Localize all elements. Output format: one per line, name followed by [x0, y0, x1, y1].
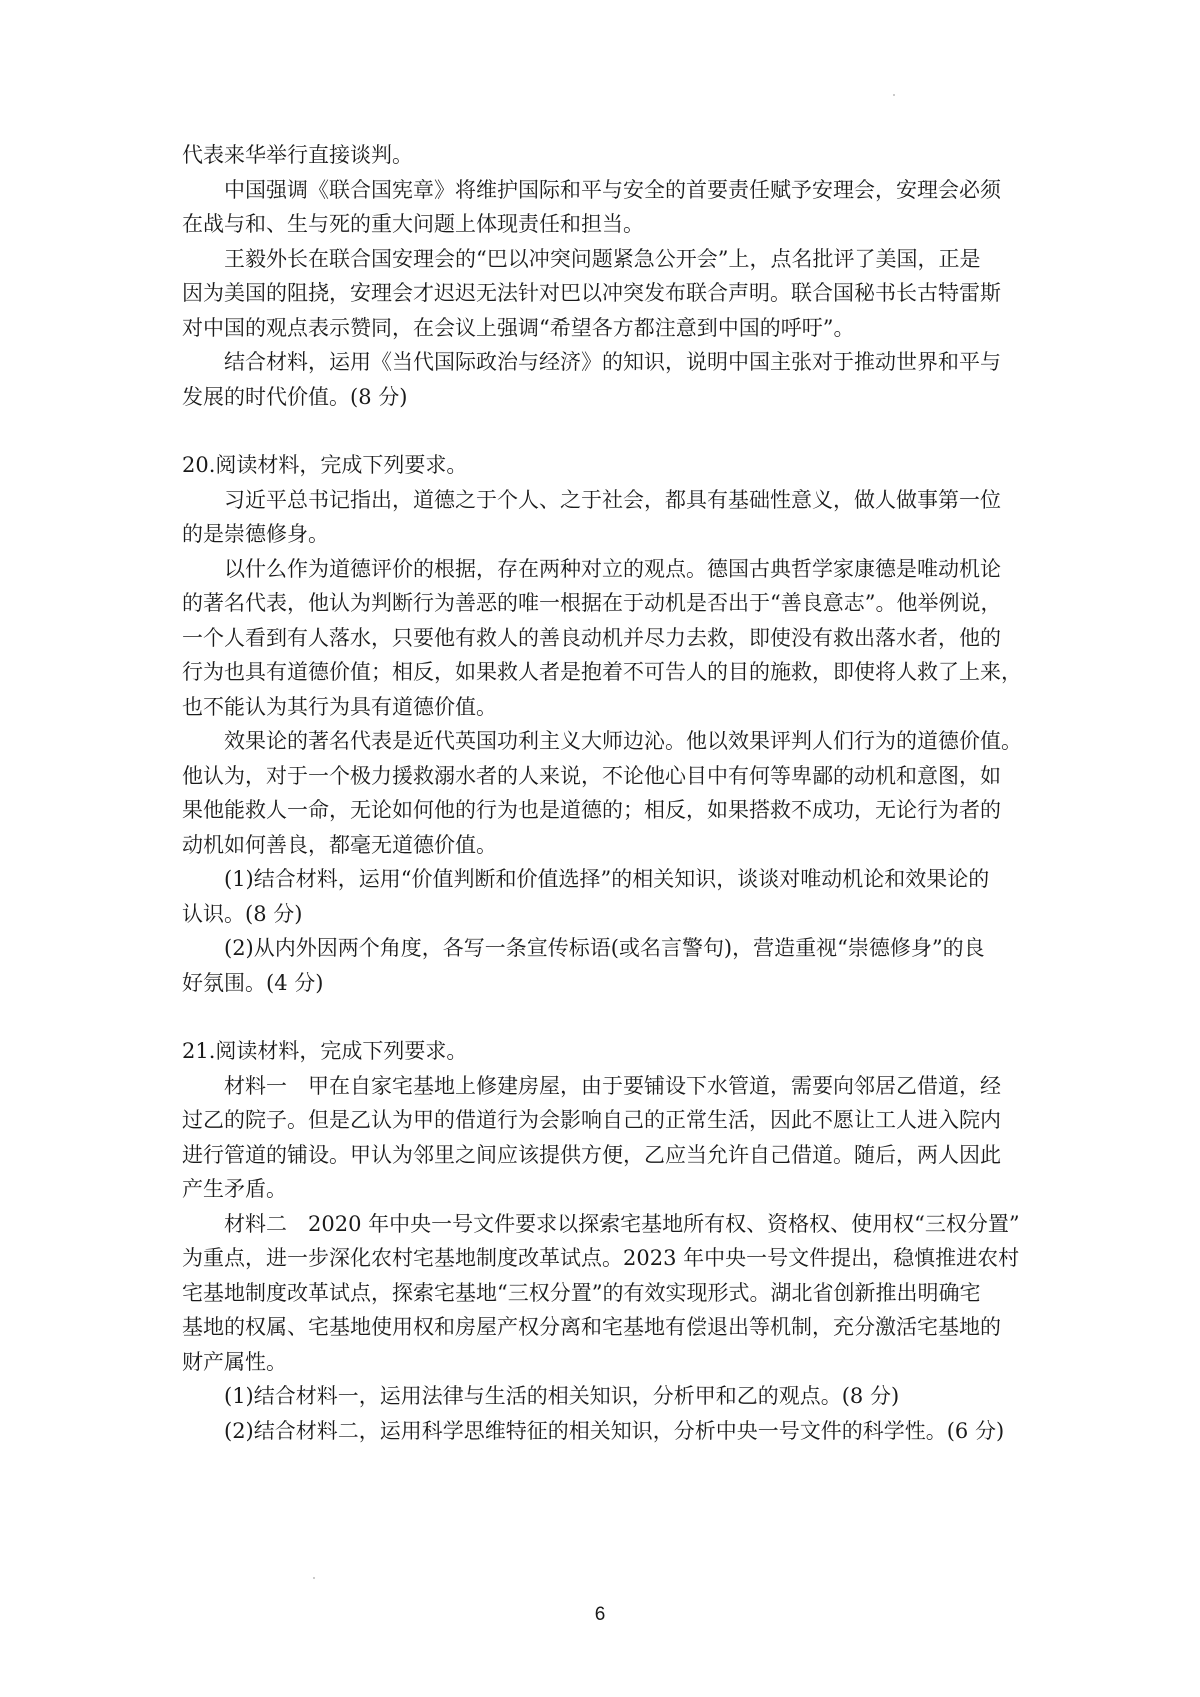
q21-material-2: 财产属性。 [182, 1349, 287, 1374]
q20-subquestion-2: (2)从内外因两个角度，各写一条宣传标语(或名言警句)，营造重视“崇德修身”的良 [224, 936, 985, 960]
q20-text-line: 动机如何善良，都毫无道德价值。 [182, 832, 497, 857]
q20-text-line: 一个人看到有人落水，只要他有救人的善良动机并尽力去救，即使没有救出落水者，他的 [182, 625, 1001, 650]
section-gap [182, 1000, 1042, 1034]
q21-material-1: 材料一 甲在自家宅基地上修建房屋，由于要铺设下水管道，需要向邻居乙借道，经 [224, 1073, 1001, 1098]
q20-subquestion-1: 认识。(8 分) [182, 901, 303, 926]
q21-material-2: 为重点，进一步深化农村宅基地制度改革试点。2023 年中央一号文件提出，稳慎推进农村 [182, 1246, 1020, 1270]
q21-material-2: 基地的权属、宅基地使用权和房屋产权分离和宅基地有偿退出等机制，充分激活宅基地的 [182, 1315, 1001, 1339]
q20-heading: 20.阅读材料，完成下列要求。 [182, 453, 468, 477]
q20-subquestion-2: 好氛围。(4 分) [182, 970, 324, 995]
section-gap [182, 414, 1042, 448]
q21-material-1: 过乙的院子。但是乙认为甲的借道行为会影响自己的正常生活，因此不愿让工人进入院内 [182, 1108, 1001, 1132]
q20-text-line: 也不能认为其行为具有道德价值。 [182, 694, 497, 719]
q21-heading: 21.阅读材料，完成下列要求。 [182, 1039, 468, 1063]
q20-subquestion-1: (1)结合材料，运用“价值判断和价值选择”的相关知识，谈谈对唯动机论和效果论的 [224, 867, 990, 891]
q21-subquestion-1: (1)结合材料一，运用法律与生活的相关知识，分析甲和乙的观点。(8 分) [224, 1384, 900, 1408]
q19-text-line: 因为美国的阻挠，安理会才迟迟无法针对巴以冲突发布联合声明。联合国秘书长古特雷斯 [182, 281, 1001, 305]
q21-material-2: 材料二 2020 年中央一号文件要求以探索宅基地所有权、资格权、使用权“三权分置” [224, 1211, 1020, 1236]
q21-subquestion-2: (2)结合材料二，运用科学思维特征的相关知识，分析中央一号文件的科学性。(6 分) [224, 1418, 1005, 1443]
q20-text-line: 的是崇德修身。 [182, 522, 329, 546]
q19-text-line: 在战与和、生与死的重大问题上体现责任和担当。 [182, 212, 644, 236]
q21-material-1: 产生矛盾。 [182, 1177, 287, 1201]
q20-text-line: 效果论的著名代表是近代英国功利主义大师边沁。他以效果评判人们行为的道德价值。 [224, 729, 1022, 753]
scan-speck [313, 1577, 315, 1579]
q20-text-line: 以什么作为道德评价的根据，存在两种对立的观点。德国古典哲学家康德是唯动机论 [224, 556, 1001, 581]
scan-speck [893, 94, 895, 96]
q19-text-line: 代表来华举行直接谈判。 [182, 143, 413, 167]
q19-text-line: 对中国的观点表示赞同，在会议上强调“希望各方都注意到中国的呼吁”。 [182, 315, 855, 340]
q20-text-line: 的著名代表，他认为判断行为善恶的唯一根据在于动机是否出于“善良意志”。他举例说， [182, 591, 1002, 615]
q19-text-line: 王毅外长在联合国安理会的“巴以冲突问题紧急公开会”上，点名批评了美国，正是 [224, 246, 981, 271]
q19-text-line: 中国强调《联合国宪章》将维护国际和平与安全的首要责任赋予安理会，安理会必须 [224, 177, 1001, 202]
page-number: 6 [594, 1604, 606, 1625]
q20-text-line: 行为也具有道德价值；相反，如果救人者是抱着不可告人的目的施救，即使将人救了上来， [182, 660, 1022, 684]
q20-text-line: 果他能救人一命，无论如何他的行为也是道德的；相反，如果搭救不成功，无论行为者的 [182, 798, 1001, 822]
document-page [182, 138, 1042, 1448]
q21-material-1: 进行管道的铺设。甲认为邻里之间应该提供方便，乙应当允许自己借道。随后，两人因此 [182, 1142, 1001, 1167]
q20-text-line: 他认为，对于一个极力援救溺水者的人来说，不论他心目中有何等卑鄙的动机和意图，如 [182, 763, 1001, 788]
q19-question-line: 发展的时代价值。(8 分) [182, 384, 408, 409]
q19-question-line: 结合材料，运用《当代国际政治与经济》的知识，说明中国主张对于推动世界和平与 [224, 350, 1001, 374]
q21-material-2: 宅基地制度改革试点，探索宅基地“三权分置”的有效实现形式。湖北省创新推出明确宅 [182, 1280, 981, 1305]
q20-text-line: 习近平总书记指出，道德之于个人、之于社会，都具有基础性意义，做人做事第一位 [224, 487, 1001, 512]
